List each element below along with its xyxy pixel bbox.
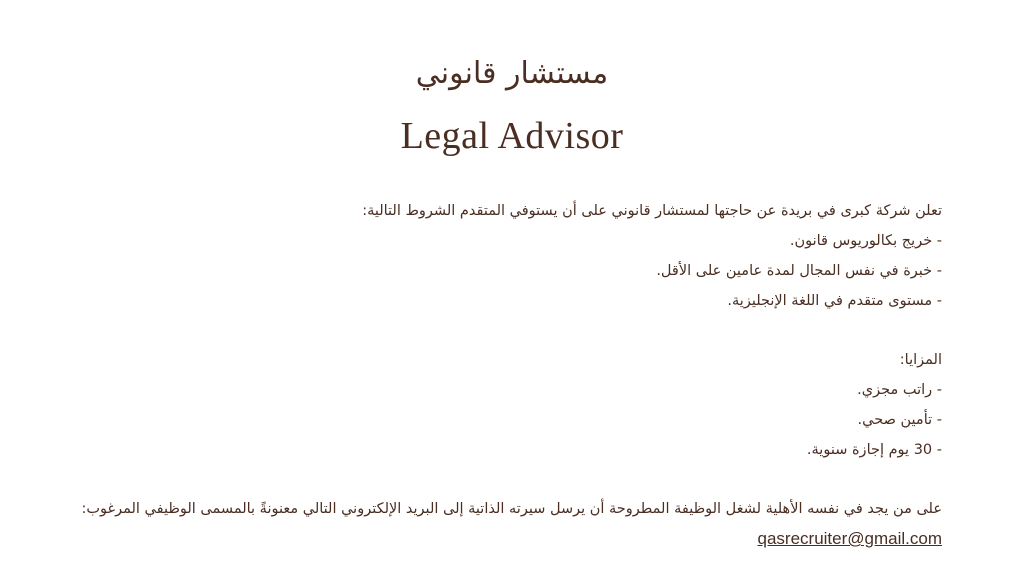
- page-title-english: Legal Advisor: [400, 115, 624, 157]
- benefit-item: - راتب مجزي.: [857, 382, 942, 398]
- benefit-item: - تأمين صحي.: [857, 412, 942, 428]
- intro-text: تعلن شركة كبرى في بريدة عن حاجتها لمستشار قانوني على أن يستوفي المتقدم الشروط التالية:: [362, 203, 942, 219]
- job-description: [81, 196, 942, 554]
- email-link[interactable]: qasrecruiter@gmail.com: [757, 529, 942, 548]
- benefits-heading: المزايا:: [899, 352, 942, 368]
- spacer: [102, 465, 942, 494]
- benefit-item: - 30 يوم إجازة سنوية.: [806, 442, 942, 458]
- page-title-arabic: مستشار قانوني: [415, 56, 609, 91]
- requirement-item: - خريج بكالوريوس قانون.: [789, 233, 942, 249]
- spacer: [102, 316, 942, 345]
- email-row: [102, 524, 942, 554]
- apply-instructions: على من يجد في نفسه الأهلية لشغل الوظيفة المطروحة أن يرسل سيرته الذاتية إلى البريد الإلكتروني التالي معنونةً بالمسمى الوظيفي المرغوب:: [81, 501, 942, 517]
- requirement-item: - مستوى متقدم في اللغة الإنجليزية.: [727, 293, 942, 309]
- requirement-item: - خبرة في نفس المجال لمدة عامين على الأقل.: [656, 263, 942, 279]
